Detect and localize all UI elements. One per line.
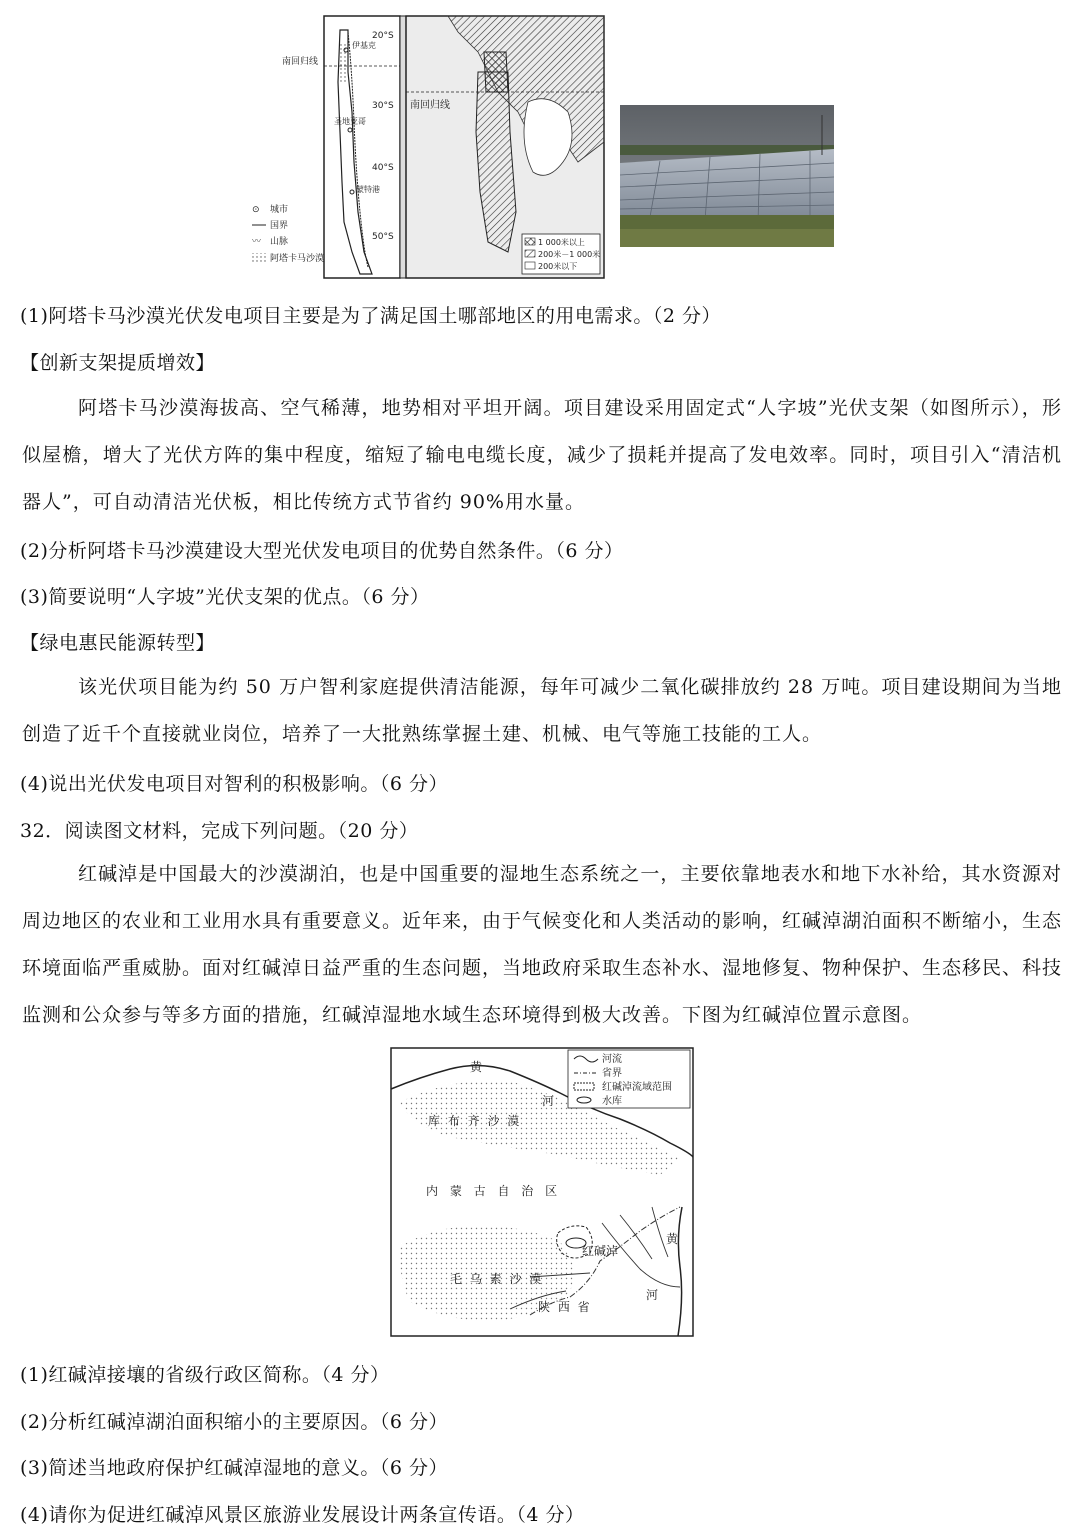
lat-label: 30°S [372, 101, 394, 111]
label-kubuqi-desert: 库 布 齐 沙 漠 [428, 1114, 522, 1128]
tropic-label-left: 南回归线 [282, 57, 319, 67]
legend-label: 200米以下 [538, 262, 578, 271]
zoom-connector [400, 16, 406, 278]
label-he-north: 河 [542, 1094, 555, 1108]
legend-label: 阿塔卡马沙漠 [270, 254, 325, 264]
city-label: 圣地亚哥 [334, 117, 366, 126]
map-legend [568, 1050, 690, 1108]
question-32-1: (1)红碱淖接壤的省级行政区简称。（4 分） [20, 1364, 390, 1386]
tropic-label-right: 南回归线 [410, 100, 450, 111]
above-1000m-area [484, 52, 508, 92]
legend-symbol: 〰 [252, 237, 262, 247]
legend-label: 红碱淖流域范围 [602, 1082, 672, 1093]
lat-label: 50°S [372, 232, 394, 242]
legend-label: 国界 [270, 221, 289, 231]
legend-label: 200米－1 000米 [538, 250, 601, 259]
question-1: (1)阿塔卡马沙漠光伏发电项目主要是为了满足国土哪部地区的用电需求。（2 分） [20, 305, 722, 327]
label-huang-east: 黄 [666, 1232, 679, 1246]
label-shaanxi: 陕 西 省 [538, 1300, 592, 1314]
hongjiannao-map [390, 1047, 694, 1337]
label-inner-mongolia: 内 蒙 古 自 治 区 [426, 1184, 562, 1198]
solar-panel-photo [620, 105, 834, 247]
legend-label: 城市 [270, 205, 289, 215]
legend-label: 水库 [602, 1096, 622, 1107]
label-huang-north: 黄 [470, 1060, 483, 1074]
legend-symbol: ⊙ [252, 205, 260, 215]
label-mu-us-desert: 毛 乌 素 沙 漠 [450, 1272, 544, 1286]
question-32-3: (3)简述当地政府保护红碱淖湿地的意义。（6 分） [20, 1457, 449, 1479]
question-32-title: 32．阅读图文材料，完成下列问题。（20 分） [20, 820, 419, 842]
city-label: 蒙特港 [356, 185, 380, 194]
lat-label: 20°S [372, 31, 394, 41]
section-1-paragraph: 阿塔卡马沙漠海拔高、空气稀薄，地势相对平坦开阔。项目建设采用固定式“人字坡”光伏支架（如图所示），形似屋檐，增大了光伏方阵的集中程度，缩短了输电电缆长度，减少了损耗并提高了发电效率。同时，项目引入“清洁机器人”，可自动清洁光伏板，相比传统方式节省约 90%用水量。 [22, 397, 1062, 513]
section-2-paragraph: 该光伏项目能为约 50 万户智利家庭提供清洁能源，每年可减少二氧化碳排放约 28 万吨。项目建设期间为当地创造了近千个直接就业岗位，培养了一大批熟练掌握土建、机械、电气等施工技能的工人。 [22, 676, 1062, 745]
question-32-paragraph: 红碱淖是中国最大的沙漠湖泊，也是中国重要的湿地生态系统之一，主要依靠地表水和地下水补给，其水资源对周边地区的农业和工业用水具有重要意义。近年来，由于气候变化和人类活动的影响，红碱淖湖泊面积不断缩小，生态环境面临严重威胁。面对红碱淖日益严重的生态问题，当地政府采取生态补水、湿地修复、物种保护、生态移民、科技监测和公众参与等多方面的措施，红碱淖湿地水域生态环境得到极大改善。下图为红碱淖位置示意图。 [22, 863, 1063, 1026]
label-hongjiannao: 红碱淖 [582, 1244, 619, 1258]
question-2: (2)分析阿塔卡马沙漠建设大型光伏发电项目的优势自然条件。（6 分） [20, 540, 624, 562]
label-he-east: 河 [646, 1288, 659, 1302]
left-map-legend [252, 203, 324, 264]
legend-label: 河流 [602, 1054, 622, 1065]
section-title-green-power: 【绿电惠民能源转型】 [20, 632, 216, 654]
question-32-2: (2)分析红碱淖湖泊面积缩小的主要原因。（6 分） [20, 1411, 449, 1433]
legend-label: 1 000米以上 [538, 238, 585, 247]
city-label: 伊基克 [352, 41, 376, 50]
question-4: (4)说出光伏发电项目对智利的积极影响。（6 分） [20, 773, 449, 795]
legend-label: 省界 [602, 1068, 622, 1079]
right-map-legend [522, 234, 600, 274]
question-3: (3)简要说明“人字坡”光伏支架的优点。（6 分） [20, 586, 430, 608]
legend-label: 山脉 [270, 237, 289, 247]
lat-label: 40°S [372, 163, 394, 173]
question-32-4: (4)请你为促进红碱淖风景区旅游业发展设计两条宣传语。（4 分） [20, 1504, 585, 1526]
section-title-innovation: 【创新支架提质增效】 [20, 352, 216, 374]
chile-map-figure [248, 12, 610, 284]
